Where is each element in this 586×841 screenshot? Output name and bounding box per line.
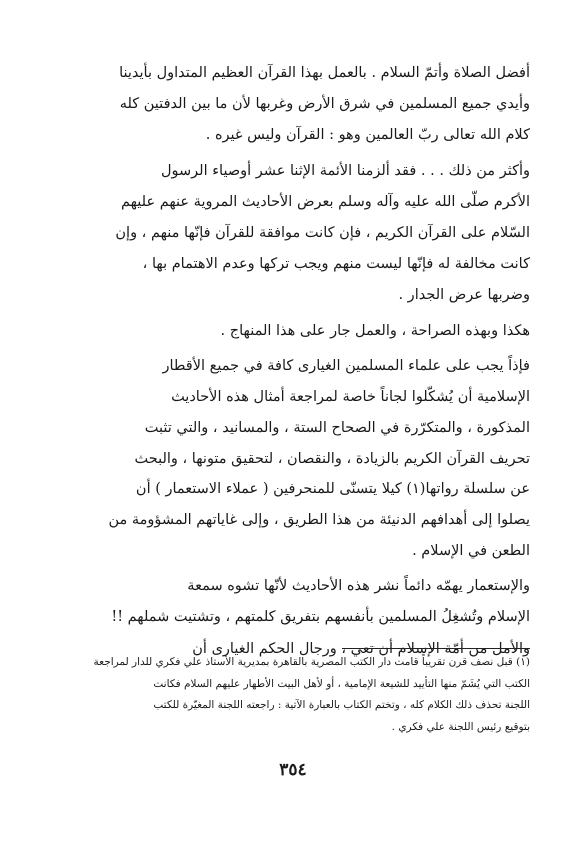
text-line: الإسلامية أن يُشكّلوا لجاناً خاصة لمراجعة أمثال هذه الأحاديث: [171, 388, 530, 405]
text-line: أفضل الصلاة وأتمّ السلام . بالعمل بهذا القرآن العظيم المتداول بأيدينا: [119, 65, 530, 81]
text-line: وضربها عرض الجدار .: [398, 286, 530, 303]
footnote-divider: [342, 648, 530, 649]
footnote-line: اللجنة تحذف ذلك الكلام كله ، وتختم الكتاب بالعبارة الآتية : راجعته اللجنة المغيّرة للكتب: [153, 699, 530, 711]
text-line: وأكثر من ذلك . . . فقد ألزمنا الأئمة الإثنا عشر أوصياء الرسول: [160, 163, 530, 180]
paragraph-1: [60, 58, 530, 150]
footnote-line: الكتب التي يُشَمّ منها التأييد للشيعة الإمامية ، أو لأهل البيت الأطهار عليهم السلام فكانت: [153, 677, 530, 690]
text-line: السّلام على القرآن الكريم ، فإن كانت موافقة للقرآن فإنّها منهم ، وإن: [115, 224, 530, 241]
text-line: وأيدي جميع المسلمين في شرق الأرض وغربها لأن ما بين الدفتين كله: [119, 95, 530, 112]
footnotes: [60, 652, 530, 738]
paragraph-4: [60, 351, 530, 567]
text-line: الإسلام وتُشغِلُ المسلمين بأنفسهم بتفريق كلمتهم ، وتشتيت شملهم !!: [111, 608, 530, 625]
footnote-line: بتوقيع رئيس اللجنة علي فكري .: [391, 720, 530, 733]
paragraph-3: [60, 316, 530, 347]
text-line: الطعن في الإسلام .: [412, 542, 530, 559]
text-line: هكذا وبهذه الصراحة ، والعمل جار على هذا المنهاج .: [220, 323, 530, 340]
page-number: ٣٥٤: [279, 760, 307, 780]
text-line: والأمل من أمّة الإسلام أن تعي ، ورجال الحكم الغيارى أن: [192, 641, 530, 658]
text-line: والإستعمار يهمّه دائماً نشر هذه الأحاديث لأنّها تشوه سمعة: [187, 577, 530, 594]
paragraph-5: [60, 571, 530, 633]
text-line: المذكورة ، والمتكرّرة في الصحاح الستة ، والمسانيد ، والتي تثبت: [144, 419, 530, 436]
footnote-line: (١) قبل نصف قرن تقريباً قامت دار الكتب المصرية بالقاهرة بمديرية الأستاذ علي فكري للدار لمراجعة: [93, 656, 530, 668]
main-text: [60, 58, 530, 665]
text-line: تحريف القرآن الكريم بالزيادة ، والنقصان ، لتحقيق متونها ، والبحث: [134, 450, 530, 467]
text-line: يصلوا إلى أهدافهم الدنيئة من هذا الطريق ، وإلى غاياتهم المشؤومة من: [108, 512, 530, 529]
text-line: عن سلسلة رواتها(١) كيلا يتسنّى للمنحرفين ( عملاء الاستعمار ) أن: [135, 481, 530, 498]
paragraph-2: [60, 156, 530, 310]
text-line: الأكرم صلّى الله عليه وآله وسلم بعرض الأحاديث المروية عنهم عليهم: [120, 194, 530, 211]
text-line: فإذاً يجب على علماء المسلمين الغيارى كافة في جميع الأقطار: [162, 358, 530, 375]
text-line: كلام الله تعالى ربّ العالمين وهو : القرآن وليس غيره .: [205, 126, 530, 143]
text-line: كانت مخالفة له فإنّها ليست منهم ويجب تركها وعدم الاهتمام بها ،: [142, 255, 530, 272]
